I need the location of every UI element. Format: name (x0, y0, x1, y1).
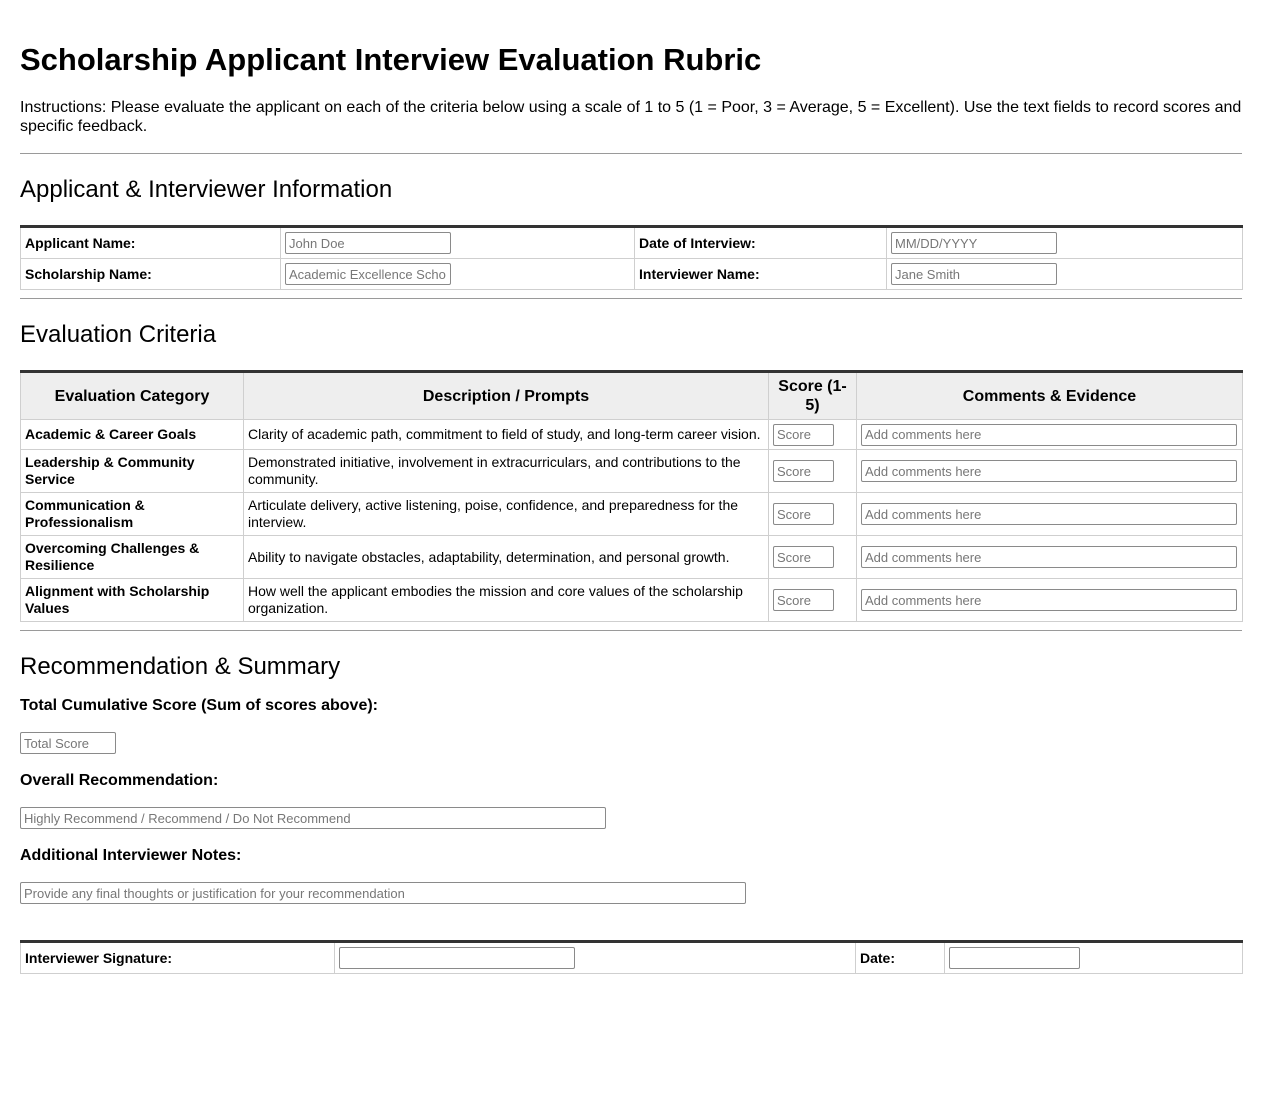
evaluation-table (20, 370, 1243, 622)
scholarship-name-input[interactable] (285, 263, 451, 285)
score-input[interactable] (773, 460, 834, 482)
interviewer-name-input[interactable] (891, 263, 1057, 285)
info-row (21, 227, 1243, 259)
notes-input[interactable] (20, 882, 746, 904)
signature-row (21, 942, 1243, 974)
comments-cell (857, 579, 1243, 622)
signature-cell (335, 942, 856, 974)
evaluation-header-row (21, 372, 1243, 420)
criteria-category: Communication & Professionalism (21, 493, 244, 536)
info-table (20, 225, 1243, 290)
date-of-interview-label: Date of Interview: (635, 227, 887, 259)
comments-input[interactable] (861, 424, 1237, 446)
signature-date-input[interactable] (949, 947, 1080, 969)
comments-cell (857, 450, 1243, 493)
comments-cell (857, 536, 1243, 579)
score-cell (769, 420, 857, 450)
interviewer-name-cell (887, 259, 1243, 290)
signature-date-cell (945, 942, 1243, 974)
criteria-row (21, 579, 1243, 622)
criteria-row (21, 536, 1243, 579)
score-input[interactable] (773, 589, 834, 611)
criteria-description: Demonstrated initiative, involvement in extracurriculars, and contributions to the community. (244, 450, 769, 493)
score-input[interactable] (773, 503, 834, 525)
divider (20, 298, 1242, 299)
date-of-interview-cell (887, 227, 1243, 259)
divider (20, 153, 1242, 154)
section-heading-criteria: Evaluation Criteria (20, 321, 217, 348)
date-of-interview-input[interactable] (891, 232, 1057, 254)
signature-date-label: Date: (856, 942, 945, 974)
section-heading-info: Applicant & Interviewer Information (20, 176, 393, 203)
interviewer-name-label: Interviewer Name: (635, 259, 887, 290)
comments-input[interactable] (861, 589, 1237, 611)
column-header: Description / Prompts (244, 372, 769, 420)
scholarship-name-cell (281, 259, 635, 290)
criteria-description: Articulate delivery, active listening, poise, confidence, and preparedness for the interview. (244, 493, 769, 536)
column-header: Evaluation Category (21, 372, 244, 420)
column-header: Comments & Evidence (857, 372, 1243, 420)
criteria-description: Ability to navigate obstacles, adaptability, determination, and personal growth. (244, 536, 769, 579)
applicant-name-cell (281, 227, 635, 259)
score-cell (769, 450, 857, 493)
criteria-row (21, 450, 1243, 493)
criteria-row (21, 420, 1243, 450)
comments-cell (857, 493, 1243, 536)
criteria-category: Overcoming Challenges & Resilience (21, 536, 244, 579)
criteria-category: Leadership & Community Service (21, 450, 244, 493)
criteria-category: Academic & Career Goals (21, 420, 244, 450)
score-cell (769, 536, 857, 579)
comments-input[interactable] (861, 503, 1237, 525)
signature-table (20, 940, 1243, 974)
scholarship-name-label: Scholarship Name: (21, 259, 281, 290)
divider (20, 630, 1242, 631)
info-row (21, 259, 1243, 290)
criteria-description: How well the applicant embodies the mission and core values of the scholarship organization. (244, 579, 769, 622)
criteria-description: Clarity of academic path, commitment to field of study, and long-term career vision. (244, 420, 769, 450)
criteria-row (21, 493, 1243, 536)
signature-input[interactable] (339, 947, 575, 969)
recommendation-input[interactable] (20, 807, 606, 829)
score-cell (769, 579, 857, 622)
recommendation-label: Overall Recommendation: (20, 772, 219, 789)
signature-label: Interviewer Signature: (21, 942, 335, 974)
criteria-category: Alignment with Scholarship Values (21, 579, 244, 622)
notes-label: Additional Interviewer Notes: (20, 847, 242, 864)
applicant-name-input[interactable] (285, 232, 451, 254)
applicant-name-label: Applicant Name: (21, 227, 281, 259)
total-score-input[interactable] (20, 732, 116, 754)
total-score-label: Total Cumulative Score (Sum of scores above): (20, 697, 379, 714)
score-cell (769, 493, 857, 536)
comments-cell (857, 420, 1243, 450)
score-input[interactable] (773, 546, 834, 568)
page-title: Scholarship Applicant Interview Evaluation Rubric (20, 42, 762, 77)
column-header: Score (1-5) (769, 372, 857, 420)
score-input[interactable] (773, 424, 834, 446)
instructions-text: Instructions: Please evaluate the applicant on each of the criteria below using a scale of 1 to 5 (1 = Poor, 3 = Average, 5 = Excellent). Use the text fields to record scores and specific feedback. (20, 99, 1242, 135)
section-heading-summary: Recommendation & Summary (20, 653, 341, 680)
comments-input[interactable] (861, 460, 1237, 482)
comments-input[interactable] (861, 546, 1237, 568)
